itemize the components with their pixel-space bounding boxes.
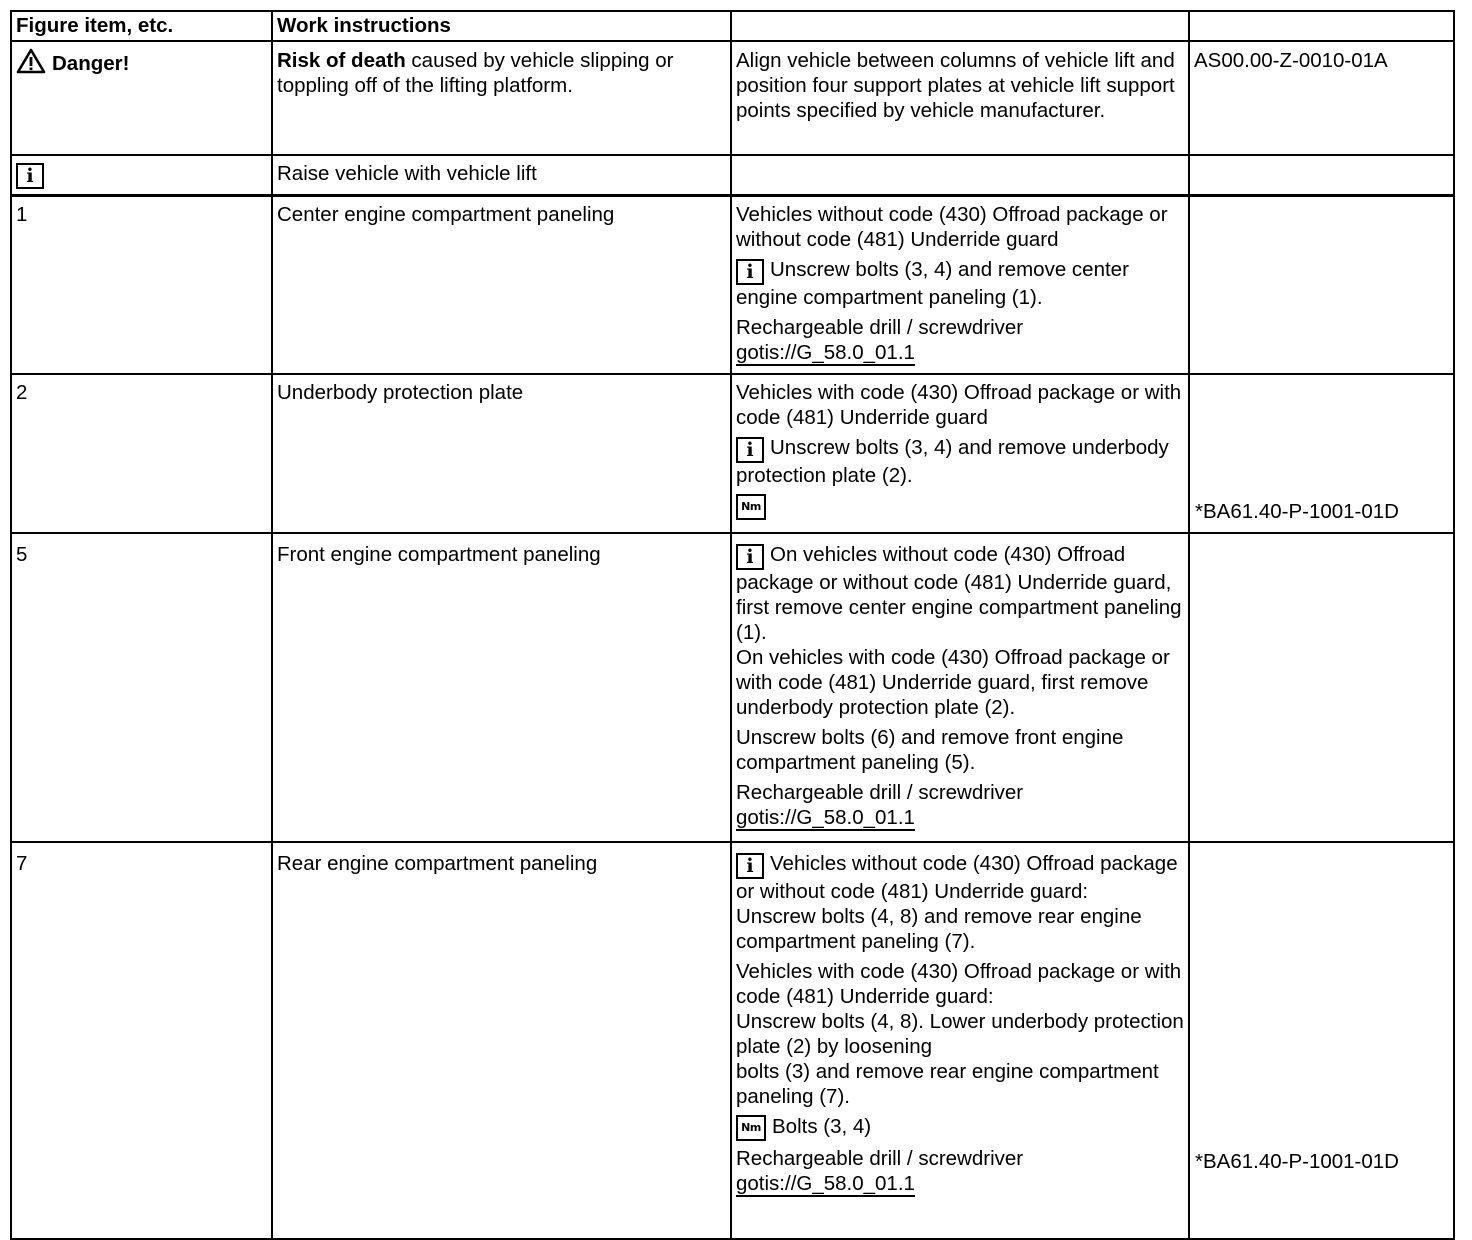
tool-text: Rechargeable drill / screwdriver bbox=[736, 316, 1024, 339]
warning-triangle-icon bbox=[16, 48, 46, 74]
risk-description: caused by vehicle slipping or toppling off of the lifting platform. bbox=[277, 49, 674, 97]
info-icon: i bbox=[736, 259, 764, 285]
danger-row bbox=[11, 41, 1454, 155]
header-row bbox=[11, 11, 1454, 41]
item-title: Rear engine compartment paneling bbox=[272, 842, 731, 1239]
tool-text: Rechargeable drill / screwdriver bbox=[736, 781, 1024, 804]
header-work-instructions: Work instructions bbox=[272, 11, 731, 41]
instruction-step: Unscrew bolts (6) and remove front engine compartment paneling (5). bbox=[736, 726, 1124, 774]
instruction-condition: Vehicles without code (430) Offroad package or without code (481) Underride guard bbox=[736, 203, 1168, 251]
item-reference: *BA61.40-P-1001-01D bbox=[1195, 1150, 1399, 1173]
danger-cell bbox=[11, 41, 272, 155]
table-row bbox=[11, 533, 1454, 842]
item-title: Underbody protection plate bbox=[272, 374, 731, 533]
info-icon: i bbox=[736, 544, 764, 570]
instruction-step: Unscrew bolts (3, 4) and remove center engine compartment paneling (1). bbox=[736, 258, 1129, 309]
raise-icon-cell bbox=[11, 155, 272, 196]
item-title: Front engine compartment paneling bbox=[272, 533, 731, 842]
item-instructions bbox=[731, 842, 1189, 1239]
item-reference bbox=[1189, 533, 1454, 842]
info-icon: i bbox=[16, 163, 44, 189]
item-reference: *BA61.40-P-1001-01D bbox=[1195, 500, 1399, 523]
header-col4 bbox=[1189, 11, 1454, 41]
item-instructions bbox=[731, 374, 1189, 533]
gotis-link[interactable]: gotis://G_58.0_01.1 bbox=[736, 341, 915, 364]
info-icon: i bbox=[736, 437, 764, 463]
danger-reference: AS00.00-Z-0010-01A bbox=[1189, 41, 1454, 155]
instruction-condition: Vehicles without code (430) Offroad package or without code (481) Underride guard: bbox=[736, 852, 1178, 903]
header-figure-item: Figure item, etc. bbox=[11, 11, 272, 41]
item-number: 2 bbox=[11, 374, 272, 533]
danger-instruction: Align vehicle between columns of vehicle lift and position four support plates at vehicle lift support points specified by vehicle manufacturer. bbox=[731, 41, 1189, 155]
raise-col3 bbox=[731, 155, 1189, 196]
table-row bbox=[11, 842, 1454, 1239]
danger-label: Danger! bbox=[52, 52, 130, 75]
raise-col4 bbox=[1189, 155, 1454, 196]
header-col3 bbox=[731, 11, 1189, 41]
item-instructions bbox=[731, 196, 1189, 375]
item-instructions bbox=[731, 533, 1189, 842]
instruction-condition: Vehicles with code (430) Offroad package or with code (481) Underride guard bbox=[736, 381, 1182, 429]
instruction-step: Unscrew bolts (3, 4) and remove underbody protection plate (2). bbox=[736, 436, 1169, 487]
risk-of-death-text: Risk of death bbox=[277, 49, 406, 72]
torque-nm-icon: Nm bbox=[736, 494, 766, 520]
raise-text: Raise vehicle with vehicle lift bbox=[272, 155, 731, 196]
item-number: 1 bbox=[11, 196, 272, 375]
raise-row bbox=[11, 155, 1454, 196]
item-number: 7 bbox=[11, 842, 272, 1239]
torque-nm-icon: Nm bbox=[736, 1115, 766, 1141]
item-number: 5 bbox=[11, 533, 272, 842]
work-instructions-table bbox=[10, 10, 1455, 1240]
table-row bbox=[11, 374, 1454, 533]
instruction-step: On vehicles without code (430) Offroad package or without code (481) Underride guard, first remove center engine compartment paneling (1). bbox=[736, 543, 1182, 644]
item-reference-cell bbox=[1189, 374, 1454, 533]
gotis-link[interactable]: gotis://G_58.0_01.1 bbox=[736, 1172, 915, 1195]
item-reference-cell bbox=[1189, 842, 1454, 1239]
instruction-step: Unscrew bolts (4, 8). Lower underbody protection plate (2) by loosening bbox=[736, 1010, 1184, 1058]
instruction-step: Unscrew bolts (4, 8) and remove rear engine compartment paneling (7). bbox=[736, 905, 1142, 953]
instruction-condition: Vehicles with code (430) Offroad package or with code (481) Underride guard: bbox=[736, 960, 1182, 1008]
danger-risk-cell bbox=[272, 41, 731, 155]
instruction-step: On vehicles with code (430) Offroad package or with code (481) Underride guard, first remove underbody protection plate (2). bbox=[736, 646, 1170, 719]
instruction-step: bolts (3) and remove rear engine compartment paneling (7). bbox=[736, 1060, 1159, 1108]
item-reference bbox=[1189, 196, 1454, 375]
torque-text: Bolts (3, 4) bbox=[772, 1115, 872, 1138]
info-icon: i bbox=[736, 853, 764, 879]
item-title: Center engine compartment paneling bbox=[272, 196, 731, 375]
tool-text: Rechargeable drill / screwdriver bbox=[736, 1147, 1024, 1170]
gotis-link[interactable]: gotis://G_58.0_01.1 bbox=[736, 806, 915, 829]
table-row bbox=[11, 196, 1454, 375]
